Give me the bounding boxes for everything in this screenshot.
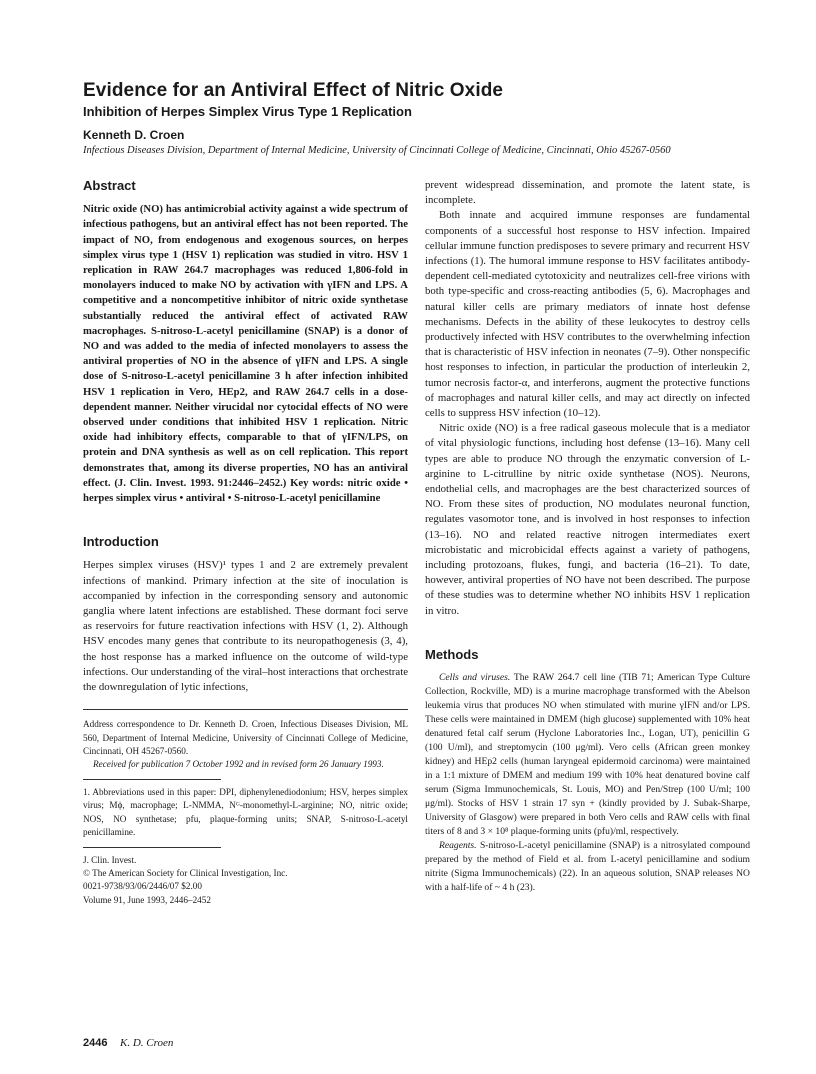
article-subtitle: Inhibition of Herpes Simplex Virus Type 1 Replication <box>83 104 412 119</box>
page-number: 2446 <box>83 1037 108 1049</box>
abbreviations-footnote: 1. Abbreviations used in this paper: DPI, diphenylenediodonium; HSV, herpes simplex virus; Mϕ, macrophage; L-NMMA, Nᴳ-monomethyl-L-arginine; NO, nitric oxide; NOS, NO synthetase; pfu, plaque-forming units; SNAP, S-nitroso-L-acetyl penicillamine. <box>83 787 408 837</box>
issn-line: 0021-9738/93/06/2446/07 $2.00 <box>83 881 202 892</box>
intro-paragraph-1: Herpes simplex viruses (HSV)¹ types 1 and 2 are extremely prevalent infections of mankind. Primary infection at the site of inoculation is accompanied by infection in the corresponding sensory and autonomic ganglia where latent infections are established. These dormant foci serve as reservoirs for future reactivation infections with HSV (1, 2). Although HSV encodes many genes that contribute to its neuropathogenesis (3, 4), the host response has a marked influence on the outcome of wild-type infections. Our understanding of the viral–host interactions that orchestrate the downregulation of lytic infections, <box>83 559 408 694</box>
methods-heading: Methods <box>425 646 479 662</box>
methods-cells-paragraph <box>425 671 750 839</box>
cells-runin-heading: Cells and viruses. <box>439 672 511 684</box>
article-notes <box>83 718 408 906</box>
notes-divider <box>83 709 408 710</box>
journal-divider <box>83 847 221 848</box>
author-name: Kenneth D. Croen <box>83 128 185 142</box>
intro-paragraph-1-continued: prevent widespread dissemination, and promote the latent state, is incomplete. <box>425 179 750 207</box>
abstract-section <box>83 178 408 506</box>
methods-reagents-paragraph <box>425 839 750 895</box>
right-column <box>425 178 750 895</box>
reagents-text: S-nitroso-L-acetyl penicillamine (SNAP) is a nitrosylated compound prepared by the method of Field et al. from L-acetyl penicillamine and sodium nitrite (Sigma Immunochemicals) (22). In an aqueous solution, SNAP releases NO with a half-life of ~ 4 h (23). <box>425 840 750 894</box>
author-affiliation: Infectious Diseases Division, Department of Internal Medicine, University of Cincinnati College of Medicine, Cincinnati, Ohio 45267-0560 <box>83 145 671 156</box>
abstract-text: Nitric oxide (NO) has antimicrobial activity against a wide spectrum of infectious pathogens, but an antiviral effect has not been reported. The impact of NO, from endogenous and exogenous sources, on herpes simplex virus type 1 (HSV 1) replication was studied in vitro. HSV 1 replication in RAW 264.7 macrophages was reduced 1,806-fold in monolayers induced to make NO by activation with γIFN and LPS. A competitive and a noncompetitive inhibitor of nitric oxide synthetase substantially reduced the antiviral effect of activated RAW macrophages. S-nitroso-L-acetyl penicillamine (SNAP) is a donor of NO and was added to the media of infected monolayers to assess the antiviral properties of NO in the absence of γIFN and LPS. A single dose of S-nitroso-L-acetyl penicillamine 3 h after infection inhibited HSV 1 replication in Vero, HEp2, and RAW 264.7 cells in a dose-dependent manner. Neither virucidal nor cytocidal effects of NO were observed under conditions that inhibited HSV 1 replication. Nitric oxide had inhibitory effects, comparable to that of γIFN/LPS, on protein and DNA synthesis as well as on cell replication. This report demonstrates that, among its diverse properties, NO has an antiviral effect. (J. Clin. Invest. 1993. 91:2446–2452.) Key words: nitric oxide • herpes simplex virus • antiviral • S-nitroso-L-acetyl penicillamine <box>83 203 408 505</box>
introduction-heading: Introduction <box>83 534 159 550</box>
cells-text: The RAW 264.7 cell line (TIB 71; American Type Culture Collection, Rockville, MD) is a murine macrophage transformed with the Abelson leukemia virus that produces NO when stimulated with murine γIFN and/or LPS. These cells were maintained in DMEM (high glucose) supplemented with 10% heat denatured fetal calf serum (Hyclone Laboratories Inc., Logan, UT), penicillin G (100 U/ml), and streptomycin (100 μg/ml). Vero cells (African green monkey kidney) and HEp2 cells (human laryngeal epidermoid carcinoma) were maintained in a 1:1 mixture of DMEM and medium 199 with 10% heat denatured bovine calf serum (Sigma Immunochemicals, St. Louis, MO) and Pen/Strep (100 U/ml; 100 μg/ml). Stocks of HSV 1 strain 17 syn + (kindly provided by J. Subak-Sharpe, University of Glasgow) were prepared in both Vero cells and RAW cells with final titers of 8 and 3 × 10⁸ plaque-forming units (pfu)/ml, respectively. <box>425 672 750 838</box>
correspondence-note: Address correspondence to Dr. Kenneth D. Croen, Infectious Diseases Division, ML 560, Department of Internal Medicine, University of Cincinnati College of Medicine, Cincinnati, OH 45267-0560. <box>83 719 408 756</box>
left-column <box>83 178 408 907</box>
copyright-line: © The American Society for Clinical Investigation, Inc. <box>83 868 288 879</box>
running-author: K. D. Croen <box>120 1037 174 1049</box>
abstract-heading: Abstract <box>83 178 136 193</box>
received-note: Received for publication 7 October 1992 and in revised form 26 January 1993. <box>93 758 384 769</box>
methods-section <box>425 671 750 895</box>
footnote-divider <box>83 779 221 780</box>
intro-paragraph-2: Both innate and acquired immune responses are fundamental components of a successful host response to HSV infection. Impaired cellular immune function predisposes to severe primary and recurrent HSV infections (1). The humoral immune response to HSV facilitates antibody-dependent cell-mediated cytotoxicity and neutralizes cell-free virions with both type-specific and cross-reacting antibodies (5, 6). Macrophages and natural killer cells are primary mediators of innate host defense mechanisms. Defects in the ability of these leukocytes to destroy cells productively infected with HSV contributes to the overwhelming infection that is characteristic of HSV infection in neonates (7–9). Other nonspecific host responses to infection, in particular the production of interleukin 2, tumor necrosis factor-α, and interferons, augment the protective functions of macrophages and natural killer cells, and may act directly on infected cells to suppress HSV infection (10–12). <box>425 209 750 420</box>
reagents-runin-heading: Reagents. <box>439 840 477 852</box>
journal-name: J. Clin. Invest. <box>83 854 137 865</box>
article-title: Evidence for an Antiviral Effect of Nitric Oxide <box>83 80 504 101</box>
intro-paragraph-3: Nitric oxide (NO) is a free radical gaseous molecule that is a mediator of vital physiologic functions, including host defense (13–16). Many cell types are able to produce NO through the enzymatic conversion of L-arginine to L-citrulline by nitric oxide synthetase (NOS). Neurons, endothelial cells, and macrophages are the best characterized sources of NO. From these sites of production, NO modulates neuronal function, regulates vasomotor tone, and is involved in host responses to infection (13–16). NO and related reactive nitrogen intermediates exert microbistatic and microbicidal effects against a variety of pathogens, including protozoans, flukes, fungi, and bacteria (16–21). To date, however, antiviral properties of NO have not been described. The purpose of these studies was to determine whether NO inhibits HSV 1 replication in vitro. <box>425 422 750 617</box>
volume-line: Volume 91, June 1993, 2446–2452 <box>83 894 211 905</box>
